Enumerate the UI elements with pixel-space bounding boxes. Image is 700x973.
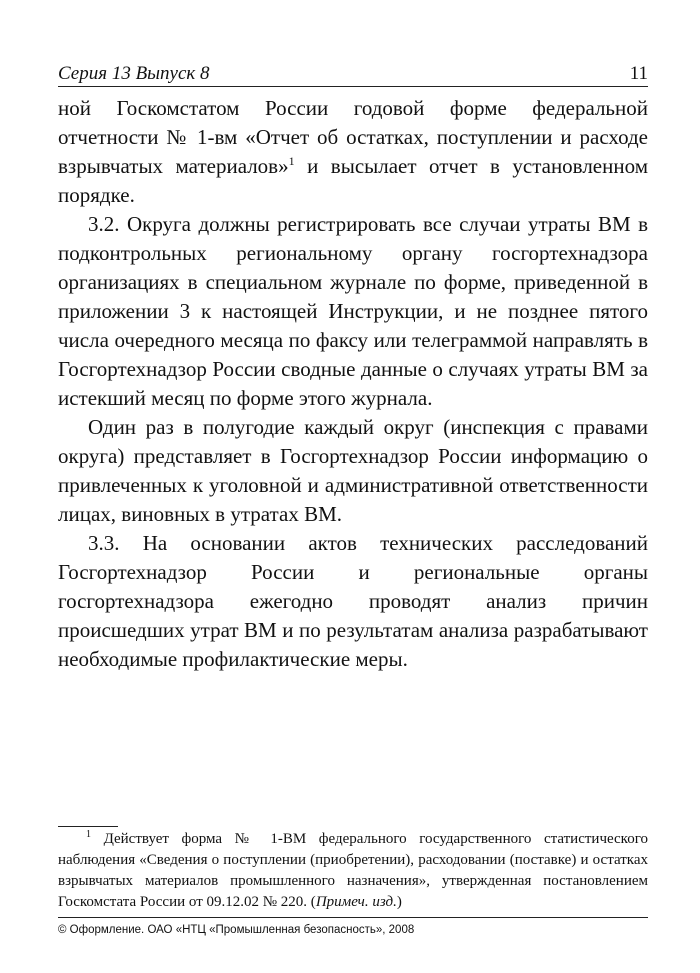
copyright-divider [58, 917, 648, 918]
paragraph-3-3: 3.3. На основании актов технических расследований Госгортехнадзор России и региональные органы госгортехнадзора ежегодно проводят анализ причин происшедших утрат ВМ и по результатам анализа разрабатывают необходимые профилактические меры. [58, 531, 648, 671]
footnote-editor-note: Примеч. изд. [315, 894, 397, 910]
copyright-line: © Оформление. ОАО «НТЦ «Промышленная безопасность», 2008 [58, 924, 415, 936]
footnote-reference[interactable]: 1 [288, 154, 295, 168]
footnote-body: Действует форма № 1-ВМ федерального государственного статистического наблюдения «Сведения о поступлении (приобретении), расходовании (поставке) и остатках взрывчатых материалов промышленного назначения», утвержденная постановлением Госкомстата России от 09.12.02 № 220. ( [58, 831, 648, 910]
footnote-close: ) [396, 894, 402, 910]
paragraph-3-2: 3.2. Округа должны регистрировать все случаи утраты ВМ в подконтрольных региональному органу госгортехнадзора организациях в специальном журнале по форме, приведенной в приложении 3 к настоящей Инструкции, и не позднее пятого числа очередного месяца по факсу или телеграммой направлять в Госгортехнадзор России сводные данные о случаях утраты ВМ за истекший месяц по форме этого журнала. [58, 212, 648, 410]
paragraph-semiannual: Один раз в полугодие каждый округ (инспекция с правами округа) представляет в Госгортехнадзор России информацию о привлеченных к уголовной и административной ответственности лицах, виновных в утратах ВМ. [58, 415, 648, 526]
footnote-divider [58, 826, 118, 827]
footnote-text [58, 829, 648, 913]
body-text [58, 94, 648, 674]
paragraph-1 [58, 94, 648, 210]
running-header [58, 58, 648, 87]
footnote [58, 829, 648, 913]
paragraph-1-text: ной Госкомстатом России годовой форме федеральной отчетности № 1-вм «Отчет об остатках, поступлении и расходе взрывчатых материалов» [58, 96, 648, 178]
page-number: 11 [629, 63, 648, 84]
series-title: Серия 13 Выпуск 8 [58, 63, 210, 84]
paragraph-1-end: и высылает отчет в установленном порядке. [58, 154, 648, 207]
footnote-marker: 1 [86, 829, 91, 840]
